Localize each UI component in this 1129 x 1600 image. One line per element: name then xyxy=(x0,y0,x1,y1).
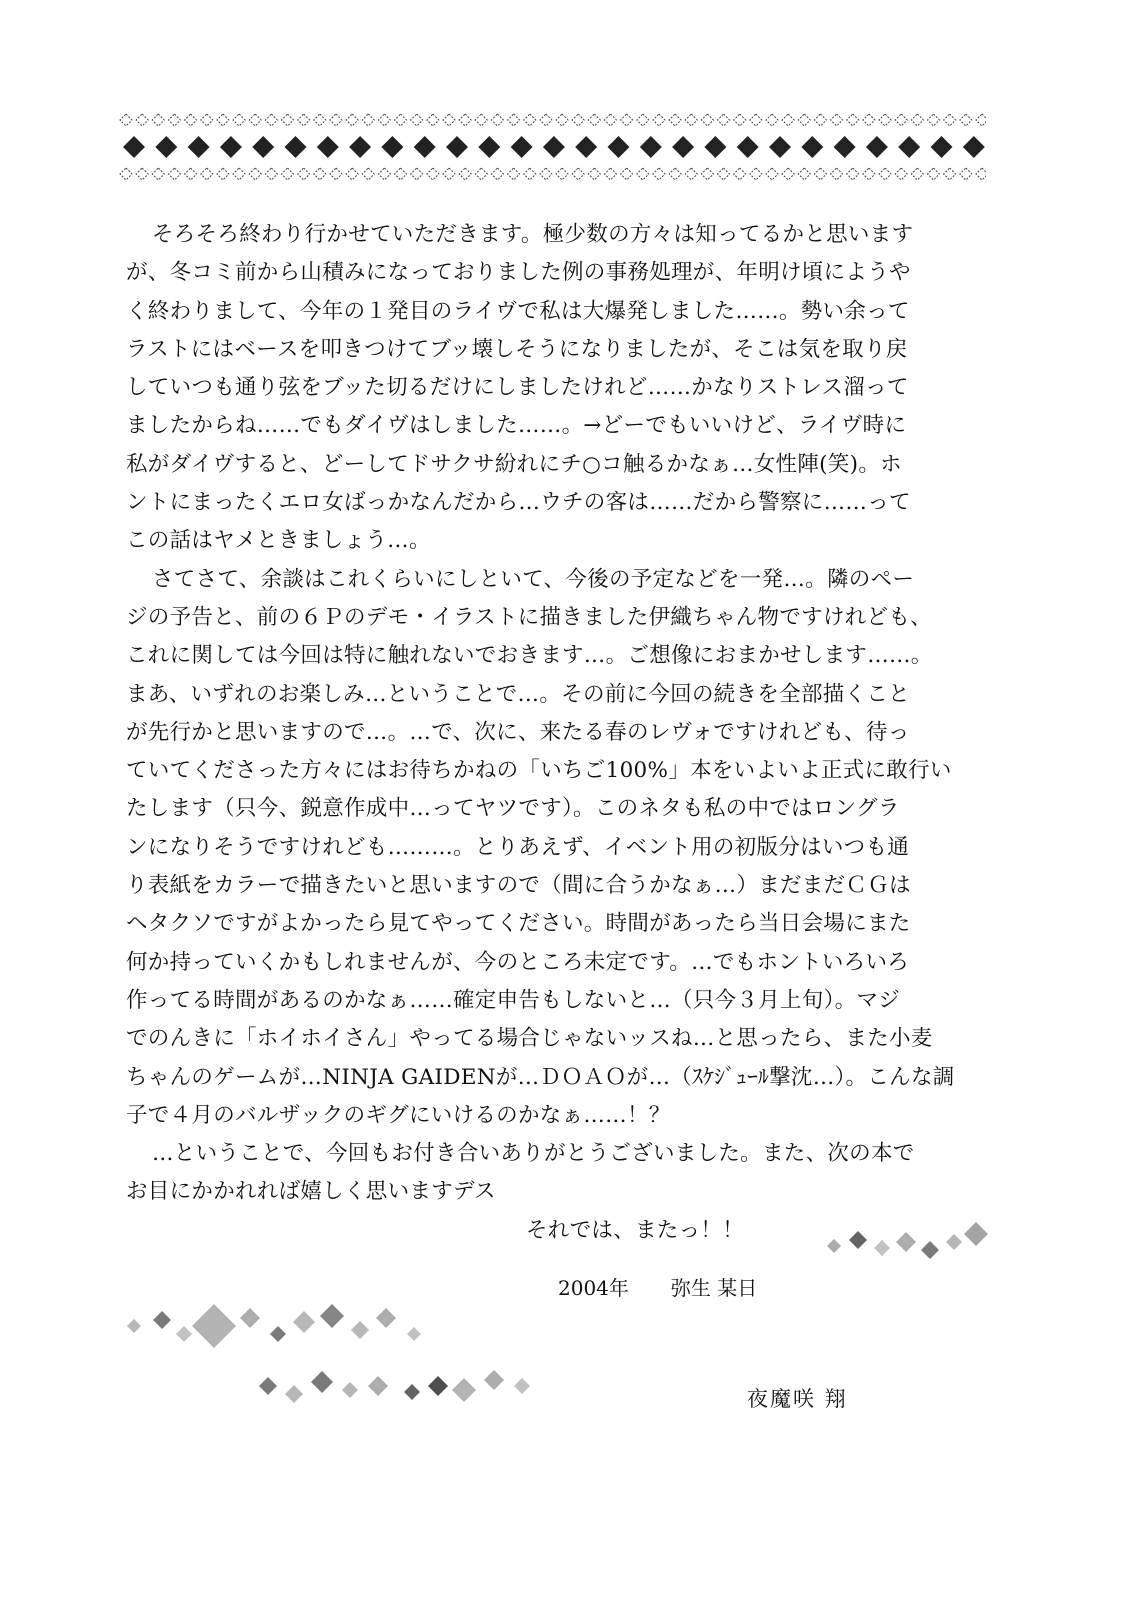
dotted-diamond xyxy=(185,168,197,180)
dotted-diamond xyxy=(249,114,261,126)
dotted-diamond xyxy=(152,114,164,126)
dotted-diamond xyxy=(233,114,245,126)
text-line: そろそろ終わり行かせていただきます。極少数の方々は知ってるかと思います xyxy=(152,222,914,247)
dotted-diamond xyxy=(718,114,730,126)
dotted-diamond xyxy=(847,114,859,126)
solid-diamond xyxy=(511,136,533,158)
text-line: ヘタクソですがよかったら見てやってください。時間があったら当日会場にまた xyxy=(126,911,911,937)
dotted-diamond xyxy=(508,114,520,126)
solid-diamond xyxy=(252,136,274,158)
date-year: 2004年 xyxy=(558,1276,629,1300)
text-line: ましたからね……でもダイヴはしました……。→どーでもいいけど、ライヴ時に xyxy=(126,413,907,439)
text-line: お目にかかれれば嬉しく思いますデス xyxy=(126,1179,496,1205)
text-line: 私がダイヴすると、どーしてドサクサ紛れにチ○コ触るかなぁ…女性陣(笑)。ホ xyxy=(126,451,902,477)
dotted-diamond xyxy=(217,114,229,126)
solid-diamond xyxy=(317,136,339,158)
solid-diamond xyxy=(446,136,468,158)
speckled-diamond xyxy=(827,1239,841,1253)
dotted-diamond xyxy=(168,168,180,180)
dotted-diamond xyxy=(588,168,600,180)
text-line: が、冬コミ前から山積みになっておりました例の事務処理が、年明け頃にようや xyxy=(126,260,911,286)
text-line: さてさて、余談はこれくらいにしといて、今後の予定などを一発…。隣のペー xyxy=(152,566,915,592)
dotted-diamond xyxy=(879,168,891,180)
dotted-diamond xyxy=(798,114,810,126)
dotted-diamond xyxy=(895,168,907,180)
dotted-diamond xyxy=(298,168,310,180)
speckled-diamond xyxy=(192,1304,236,1348)
dotted-diamond xyxy=(572,114,584,126)
dotted-diamond xyxy=(459,114,471,126)
dotted-diamond xyxy=(766,114,778,126)
dotted-diamond xyxy=(265,114,277,126)
text-line: ラストにはベースを叩きつけてブッ壊しそうになりましたが、そこは気を取り戻 xyxy=(126,336,908,362)
speckled-diamond xyxy=(946,1234,962,1250)
dotted-diamond xyxy=(734,168,746,180)
dotted-diamond xyxy=(411,114,423,126)
dotted-diamond xyxy=(685,168,697,180)
dotted-diamond xyxy=(831,168,843,180)
speckled-diamond xyxy=(293,1311,315,1333)
speckled-diamond xyxy=(514,1378,530,1394)
speckled-diamond xyxy=(351,1321,369,1339)
speckled-diamond xyxy=(964,1222,988,1246)
speckled-diamond xyxy=(896,1232,916,1252)
speckled-diamond xyxy=(368,1376,388,1396)
dotted-diamond xyxy=(556,168,568,180)
solid-diamond xyxy=(414,136,436,158)
dotted-diamond xyxy=(508,168,520,180)
text-line: り表紙をカラーで描きたいと思いますので（間に合うかなぁ…）まだまだＣＧは xyxy=(126,873,911,899)
text-line: ていてくださった方々にはお待ちかねの「いちご100%」本をいよいよ正式に敢行い xyxy=(126,758,952,784)
text-line: でのんきに「ホイホイさん」やってる場合じゃないッスね…と思ったら、また小麦 xyxy=(126,1026,933,1052)
dotted-diamond xyxy=(475,114,487,126)
speckled-diamond xyxy=(428,1376,448,1396)
dotted-diamond xyxy=(863,168,875,180)
dotted-diamond xyxy=(782,114,794,126)
dotted-diamond xyxy=(944,168,956,180)
speckled-diamond xyxy=(311,1371,333,1393)
dotted-diamond xyxy=(734,114,746,126)
solid-diamond xyxy=(769,136,791,158)
speckled-diamond xyxy=(874,1240,890,1256)
dotted-diamond xyxy=(427,168,439,180)
speckled-diamond xyxy=(452,1378,476,1402)
dotted-diamond xyxy=(120,114,132,126)
solid-diamond xyxy=(672,136,694,158)
dotted-diamond xyxy=(831,114,843,126)
dotted-diamond xyxy=(944,114,956,126)
dotted-diamond xyxy=(701,168,713,180)
dotted-diamond xyxy=(556,114,568,126)
dotted-diamond xyxy=(185,114,197,126)
dotted-diamond xyxy=(653,114,665,126)
solid-diamond xyxy=(220,136,242,158)
dotted-diamond xyxy=(314,114,326,126)
dotted-diamond xyxy=(976,114,986,126)
solid-diamond xyxy=(608,136,630,158)
speckled-diamond xyxy=(259,1377,277,1395)
dotted-diamond xyxy=(427,114,439,126)
dotted-diamond xyxy=(330,114,342,126)
date-month-day: 弥生 某日 xyxy=(670,1276,758,1300)
dotted-diamond xyxy=(524,114,536,126)
dotted-diamond xyxy=(653,168,665,180)
dotted-diamond xyxy=(782,168,794,180)
dotted-diamond xyxy=(443,114,455,126)
text-line: 子で４月のバルザックのギグにいけるのかなぁ……！？ xyxy=(126,1102,671,1128)
dotted-diamond xyxy=(540,168,552,180)
dotted-diamond xyxy=(411,168,423,180)
speckled-diamond xyxy=(376,1308,396,1328)
dotted-diamond xyxy=(928,168,940,180)
speckled-diamond xyxy=(270,1326,286,1342)
speckled-diamond xyxy=(407,1327,421,1341)
dotted-diamond xyxy=(443,168,455,180)
dotted-diamond xyxy=(282,168,294,180)
solid-diamond xyxy=(285,136,307,158)
dotted-diamond xyxy=(395,114,407,126)
dotted-diamond xyxy=(814,168,826,180)
dotted-diamond xyxy=(669,114,681,126)
text-line: していつも通り弦をブッた切るだけにしましたけれど……かなりストレス溜って xyxy=(126,375,909,401)
dotted-diamond xyxy=(524,168,536,180)
solid-diamond xyxy=(575,136,597,158)
solid-diamond xyxy=(381,136,403,158)
text-line: が先行かと思いますので…。…で、次に、来たる春のレヴォですけれども、待っ xyxy=(126,719,910,745)
dotted-diamond xyxy=(136,114,148,126)
closing-line: それでは、またっ！！ xyxy=(526,1217,745,1243)
text-line: …ということで、今回もお付き合いありがとうございました。また、次の本で xyxy=(152,1141,915,1167)
dotted-diamond xyxy=(750,114,762,126)
dotted-diamond xyxy=(136,168,148,180)
text-line: たします（只今、鋭意作成中…ってヤツです）。このネタも私の中ではロングラ xyxy=(126,796,900,822)
speckled-diamond xyxy=(127,1319,141,1333)
dotted-diamond xyxy=(637,168,649,180)
diamond-border-pattern xyxy=(118,112,986,182)
dotted-diamond xyxy=(572,168,584,180)
dotted-diamond xyxy=(378,114,390,126)
dotted-diamond xyxy=(621,168,633,180)
text-line: ジの予告と、前の６Ｐのデモ・イラストに描きました伊織ちゃん物ですけれども、 xyxy=(126,604,932,630)
solid-diamond xyxy=(155,136,177,158)
speckled-diamond xyxy=(404,1384,420,1400)
dotted-diamond xyxy=(201,168,213,180)
text-line: 何か持っていくかもしれませんが、今のところ未定です。…でもホントいろいろ xyxy=(126,949,910,975)
dotted-diamond xyxy=(701,114,713,126)
dotted-diamond xyxy=(346,168,358,180)
text-line: ちゃんのゲームが…NINJA GAIDENが…ＤＯＡＯが…（ｽｹｼﾞｭｰﾙ撃沈…）。こんな調 xyxy=(126,1064,955,1090)
dotted-diamond xyxy=(298,114,310,126)
solid-diamond xyxy=(640,136,662,158)
solid-diamond xyxy=(834,136,856,158)
dotted-diamond xyxy=(265,168,277,180)
dotted-diamond xyxy=(928,114,940,126)
dotted-diamond xyxy=(362,168,374,180)
dotted-diamond xyxy=(588,114,600,126)
dotted-diamond xyxy=(798,168,810,180)
text-line: ントにまったくエロ女ばっかなんだから…ウチの客は……だから警察に……って xyxy=(126,490,911,516)
dotted-diamond xyxy=(750,168,762,180)
dotted-diamond xyxy=(282,114,294,126)
dotted-diamond xyxy=(879,114,891,126)
dotted-diamond xyxy=(314,168,326,180)
speckled-diamond xyxy=(176,1326,192,1342)
speckled-diamond xyxy=(240,1308,260,1328)
dotted-diamond xyxy=(330,168,342,180)
diamond-cluster-decoration xyxy=(118,1290,558,1430)
dotted-diamond xyxy=(362,114,374,126)
dotted-diamond xyxy=(960,114,972,126)
dotted-diamond xyxy=(960,168,972,180)
dotted-diamond xyxy=(976,168,986,180)
speckled-diamond xyxy=(921,1241,939,1259)
solid-diamond xyxy=(737,136,759,158)
dotted-diamond xyxy=(491,168,503,180)
author-signature: 夜魔咲 翔 xyxy=(747,1387,848,1411)
dotted-diamond xyxy=(378,168,390,180)
dotted-diamond xyxy=(637,114,649,126)
speckled-diamond xyxy=(320,1304,344,1328)
dotted-diamond xyxy=(491,114,503,126)
dotted-diamond xyxy=(911,168,923,180)
text-line: ンになりそうですけれども………。とりあえず、イベント用の初版分はいつも通 xyxy=(126,834,910,860)
dotted-diamond xyxy=(201,114,213,126)
dotted-diamond xyxy=(766,168,778,180)
dotted-diamond xyxy=(685,114,697,126)
text-line: く終わりまして、今年の１発目のライヴで私は大爆発しました……。勢い余って xyxy=(126,298,910,324)
speckled-diamond xyxy=(849,1231,867,1249)
solid-diamond xyxy=(898,136,920,158)
dotted-diamond xyxy=(346,114,358,126)
dotted-diamond xyxy=(895,114,907,126)
diamond-cluster-decoration xyxy=(820,1212,990,1272)
solid-diamond xyxy=(866,136,888,158)
text-line: まあ、いずれのお楽しみ…ということで…。その前に今回の続きを全部描くこと xyxy=(126,681,910,707)
dotted-diamond xyxy=(459,168,471,180)
afterword-body xyxy=(126,216,996,1250)
dotted-diamond xyxy=(395,168,407,180)
dotted-diamond xyxy=(605,168,617,180)
solid-diamond xyxy=(349,136,371,158)
dotted-diamond xyxy=(475,168,487,180)
solid-diamond xyxy=(543,136,565,158)
speckled-diamond xyxy=(342,1382,358,1398)
solid-diamond xyxy=(478,136,500,158)
solid-diamond xyxy=(931,136,953,158)
dotted-diamond xyxy=(621,114,633,126)
text-line: 作ってる時間があるのかなぁ……確定申告もしないと…（只今３月上旬）。マジ xyxy=(126,987,901,1013)
dotted-diamond xyxy=(847,168,859,180)
dotted-diamond xyxy=(120,168,132,180)
date-line xyxy=(558,1272,757,1301)
dotted-diamond xyxy=(233,168,245,180)
dotted-diamond xyxy=(863,114,875,126)
speckled-diamond xyxy=(153,1311,171,1329)
solid-diamond xyxy=(704,136,726,158)
speckled-diamond xyxy=(285,1385,303,1403)
solid-diamond xyxy=(123,136,145,158)
text-line: これに関しては今回は特に触れないでおきます…。ご想像におまかせします……。 xyxy=(126,643,933,669)
dotted-diamond xyxy=(605,114,617,126)
dotted-diamond xyxy=(814,114,826,126)
speckled-diamond xyxy=(484,1370,504,1390)
solid-diamond xyxy=(963,136,985,158)
dotted-diamond xyxy=(911,114,923,126)
solid-diamond xyxy=(801,136,823,158)
dotted-diamond xyxy=(168,114,180,126)
dotted-diamond xyxy=(540,114,552,126)
solid-diamond xyxy=(188,136,210,158)
text-line: この話はヤメときましょう…。 xyxy=(126,528,431,554)
dotted-diamond xyxy=(249,168,261,180)
dotted-diamond xyxy=(152,168,164,180)
dotted-diamond xyxy=(669,168,681,180)
dotted-diamond xyxy=(718,168,730,180)
dotted-diamond xyxy=(217,168,229,180)
